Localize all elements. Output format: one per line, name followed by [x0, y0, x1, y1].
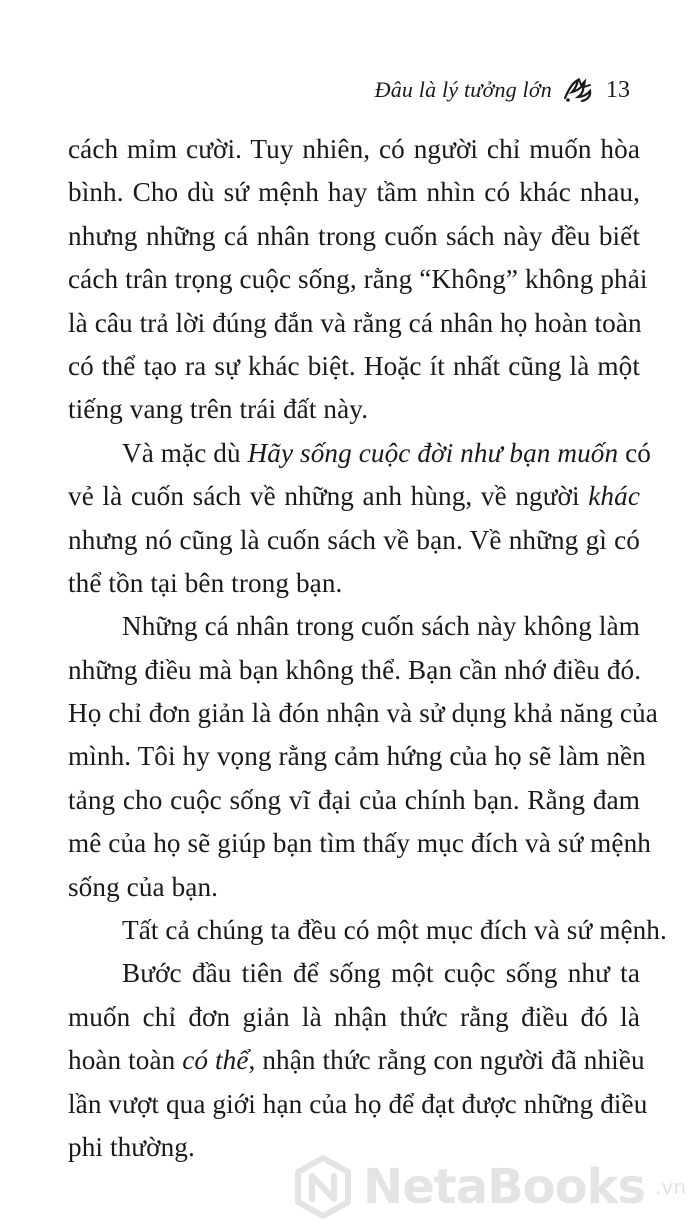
book-title-italic: Hãy sống cuộc đời như bạn muốn [247, 437, 619, 468]
text-run: vẻ là cuốn sách về những anh hùng, về người [68, 481, 589, 512]
text-line: Những cá nhân trong cuốn sách này không làm [122, 611, 640, 642]
watermark [291, 1155, 686, 1219]
paragraph-2 [68, 432, 651, 606]
watermark-suffix: .vn [655, 1175, 686, 1199]
text-line: tiếng vang trên trái đất này. [68, 394, 369, 425]
body-text [68, 128, 667, 1169]
running-head-title: Đâu là lý tưởng lớn [374, 77, 552, 102]
text-run: hoàn toàn [68, 1045, 183, 1076]
text-line: Tất cả chúng ta đều có một mục đích và sứ mệnh. [122, 915, 667, 946]
netabooks-n-logo-icon [291, 1155, 355, 1219]
paragraph-4 [68, 909, 667, 952]
emphasis-italic: có thể [182, 1045, 249, 1076]
text-line: tảng cho cuộc sống vĩ đại của chính bạn. Rằng đam [68, 784, 640, 815]
text-line: Bước đầu tiên để sống một cuộc sống như ta [122, 958, 640, 989]
running-head [375, 76, 630, 104]
page-number: 13 [606, 77, 630, 103]
flourish-ornament-icon [562, 76, 596, 104]
paragraph-1 [68, 128, 648, 432]
text-line [68, 475, 640, 518]
text-line: Họ chỉ đơn giản là đón nhận và sử dụng khả năng của [68, 698, 658, 729]
text-line: phi thường. [68, 1131, 195, 1162]
watermark-brand: NetaBooks [363, 1159, 646, 1215]
text-line: có thể tạo ra sự khác biệt. Hoặc ít nhất cũng là một [68, 350, 640, 381]
text-line: lần vượt qua giới hạn của họ để đạt được những điều [68, 1088, 648, 1119]
emphasis-italic: khác [588, 481, 640, 512]
paragraph-5 [68, 952, 648, 1169]
paragraph-3 [68, 605, 658, 909]
text-run: , nhận thức rằng con người đã nhiều [248, 1045, 645, 1076]
text-line: mê của họ sẽ giúp bạn tìm thấy mục đích và sứ mệnh [68, 828, 651, 859]
text-line: muốn chỉ đơn giản là nhận thức rằng điều đó là [68, 1001, 640, 1032]
text-run: Và mặc dù [122, 437, 248, 468]
text-line: nhưng những cá nhân trong cuốn sách này đều biết [68, 220, 640, 251]
text-line: là câu trả lời đúng đắn và rằng cá nhân họ hoàn toàn [68, 307, 642, 338]
text-line: nhưng nó cũng là cuốn sách về bạn. Về những gì có [68, 524, 640, 555]
text-line: cách mỉm cười. Tuy nhiên, có người chỉ muốn hòa [68, 134, 640, 164]
text-line [68, 432, 651, 475]
text-line: bình. Cho dù sứ mệnh hay tầm nhìn có khác nhau, [68, 177, 640, 208]
text-line: sống của bạn. [68, 871, 219, 902]
text-line: cách trân trọng cuộc sống, rằng “Không” không phải [68, 264, 648, 295]
text-line [68, 1039, 645, 1082]
text-line: mình. Tôi hy vọng rằng cảm hứng của họ sẽ làm nền [68, 741, 646, 772]
text-run: có [618, 437, 651, 468]
text-line: thể tồn tại bên trong bạn. [68, 567, 343, 598]
text-line: những điều mà bạn không thể. Bạn cần nhớ điều đó. [68, 654, 642, 685]
